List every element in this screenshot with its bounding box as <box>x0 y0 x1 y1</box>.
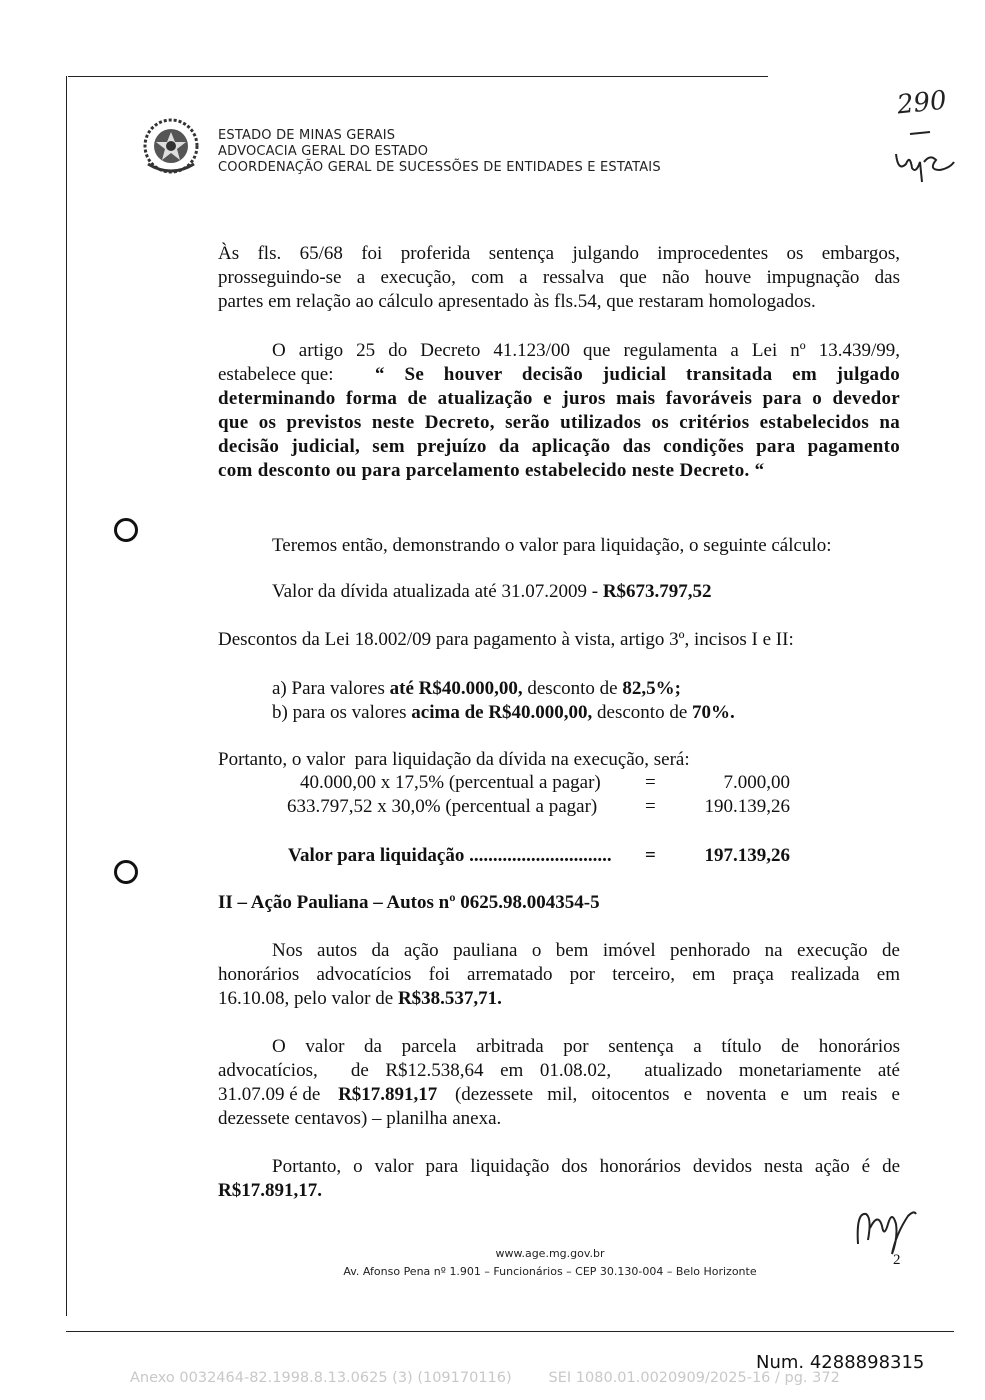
footer-site: www.age.mg.gov.br <box>495 1247 605 1260</box>
paragraph-1-line: Às fls. 65/68 foi proferida sentença julgando improcedentes os embargos, <box>218 243 900 264</box>
liquidation-intro: Portanto, o valor para liquidação da dívida na execução, será: <box>218 749 690 770</box>
item-b-text2: desconto de <box>597 702 688 723</box>
bottom-border-line <box>66 1331 954 1332</box>
calc-expression: 633.797,52 x 30,0% (percentual a pagar) <box>287 796 598 817</box>
discount-item-b <box>272 701 735 725</box>
item-a-text2: desconto de <box>527 678 618 699</box>
paragraph-2-bold-line: que os previstos neste Decreto, serão utilizados os critérios estabelecidos na <box>218 412 900 433</box>
total-value: 197.139,26 <box>704 845 790 866</box>
paragraph-1-line: prosseguindo-se a execução, com a ressalva que não houve impugnação das <box>218 267 900 288</box>
item-a-rate: 82,5%; <box>622 678 681 699</box>
header-agency: ADVOCACIA GERAL DO ESTADO <box>218 144 429 159</box>
calc-row-1 <box>300 771 790 795</box>
fee-value: R$17.891,17 <box>338 1084 438 1105</box>
section-2-heading: II – Ação Pauliana – Autos nº 0625.98.004354-5 <box>218 892 600 913</box>
paragraph-2-line2 <box>218 363 900 387</box>
paragraph-7-line: honorários advocatícios foi arrematado por terceiro, em praça realizada em <box>218 964 900 985</box>
state-coat-of-arms-icon <box>136 112 206 178</box>
paragraph-7-line: Nos autos da ação pauliana o bem imóvel penhorado na execução de <box>272 940 900 961</box>
item-b-text: b) para os valores <box>272 702 407 723</box>
paragraph-8-last-line: dezessete centavos) – planilha anexa. <box>218 1108 502 1129</box>
item-a-text: a) Para valores <box>272 678 385 699</box>
item-b-rate: 70%. <box>692 702 735 723</box>
updated-debt-label: Valor da dívida atualizada até 31.07.2009 - <box>272 581 599 602</box>
updated-debt-value: R$673.797,52 <box>602 581 712 602</box>
paragraph-8-text: 31.07.09 é de <box>218 1084 321 1105</box>
left-border-line <box>66 76 67 1316</box>
paragraph-2-lead: estabelece que: <box>218 364 334 385</box>
calc-equals: = <box>645 796 656 817</box>
total-equals: = <box>645 845 656 866</box>
handwritten-page-mark: 290 <box>895 85 949 121</box>
calc-equals: = <box>645 772 656 793</box>
calc-total-row <box>288 844 790 868</box>
paragraph-7-last-line <box>218 987 502 1011</box>
auction-value: R$38.537,71. <box>397 988 502 1009</box>
paragraph-2-line1: O artigo 25 do Decreto 41.123/00 que regulamenta a Lei nº 13.439/99, <box>272 340 900 361</box>
paragraph-2-bold-line: determinando forma de atualização e juros mais favoráveis para o devedor <box>218 388 900 409</box>
top-border-line <box>68 76 768 77</box>
document-number: Num. 4288898315 <box>756 1352 925 1373</box>
paragraph-2-quote-start: “ Se houver decisão judicial transitada em julgado <box>375 364 900 385</box>
annex-reference: Anexo 0032464-82.1998.8.13.0625 (3) (109170116) SEI 1080.01.0020909/2025-16 / pg. 372 <box>130 1370 840 1386</box>
handwritten-initials-header-icon <box>890 124 960 184</box>
paragraph-8-line1: O valor da parcela arbitrada por sentença a título de honorários <box>272 1036 900 1057</box>
calc-row-2 <box>287 795 790 819</box>
footer-page-number: 2 <box>893 1252 901 1268</box>
paragraph-2-bold-last-line: com desconto ou para parcelamento estabelecido neste Decreto. “ <box>218 460 765 481</box>
punch-hole-mark-icon <box>114 860 138 884</box>
calc-value: 7.000,00 <box>723 772 790 793</box>
fee-value-words: (dezessete mil, oitocentos e noventa e um reais e <box>454 1084 900 1105</box>
paragraph-7-text: 16.10.08, pelo valor de <box>218 988 394 1009</box>
paragraph-8-line2: advocatícios, de R$12.538,64 em 01.08.02, atualizado monetariamente até <box>218 1060 900 1081</box>
punch-hole-mark-icon <box>114 518 138 542</box>
footer-address: Av. Afonso Pena nº 1.901 – Funcionários – CEP 30.130-004 – Belo Horizonte <box>343 1265 757 1278</box>
paragraph-9-line1: Portanto, o valor para liquidação dos honorários devidos nesta ação é de <box>272 1156 900 1177</box>
header-state: ESTADO DE MINAS GERAIS <box>218 128 396 143</box>
header-division: COORDENAÇÃO GERAL DE SUCESSÕES DE ENTIDADES E ESTATAIS <box>218 160 661 175</box>
discount-item-a <box>272 677 681 701</box>
total-label: Valor para liquidação .............................. <box>288 845 612 866</box>
item-b-threshold: acima de R$40.000,00, <box>411 702 593 723</box>
calc-value: 190.139,26 <box>704 796 790 817</box>
paragraph-9-line2: R$17.891,17. <box>218 1180 322 1201</box>
paragraph-2-bold-line: decisão judicial, sem prejuízo da aplicação das condições para pagamento <box>218 436 900 457</box>
paragraph-8-line3 <box>218 1083 900 1107</box>
calc-expression: 40.000,00 x 17,5% (percentual a pagar) <box>300 772 601 793</box>
handwritten-signature-icon <box>852 1204 922 1264</box>
paragraph-1-last-line: partes em relação ao cálculo apresentado às fls.54, que restaram homologados. <box>218 291 816 312</box>
discounts-heading: Descontos da Lei 18.002/09 para pagamento à vista, artigo 3º, incisos I e II: <box>218 629 794 650</box>
updated-debt-line <box>272 580 712 604</box>
calculation-intro: Teremos então, demonstrando o valor para liquidação, o seguinte cálculo: <box>272 535 832 556</box>
item-a-threshold: até R$40.000,00, <box>389 678 523 699</box>
